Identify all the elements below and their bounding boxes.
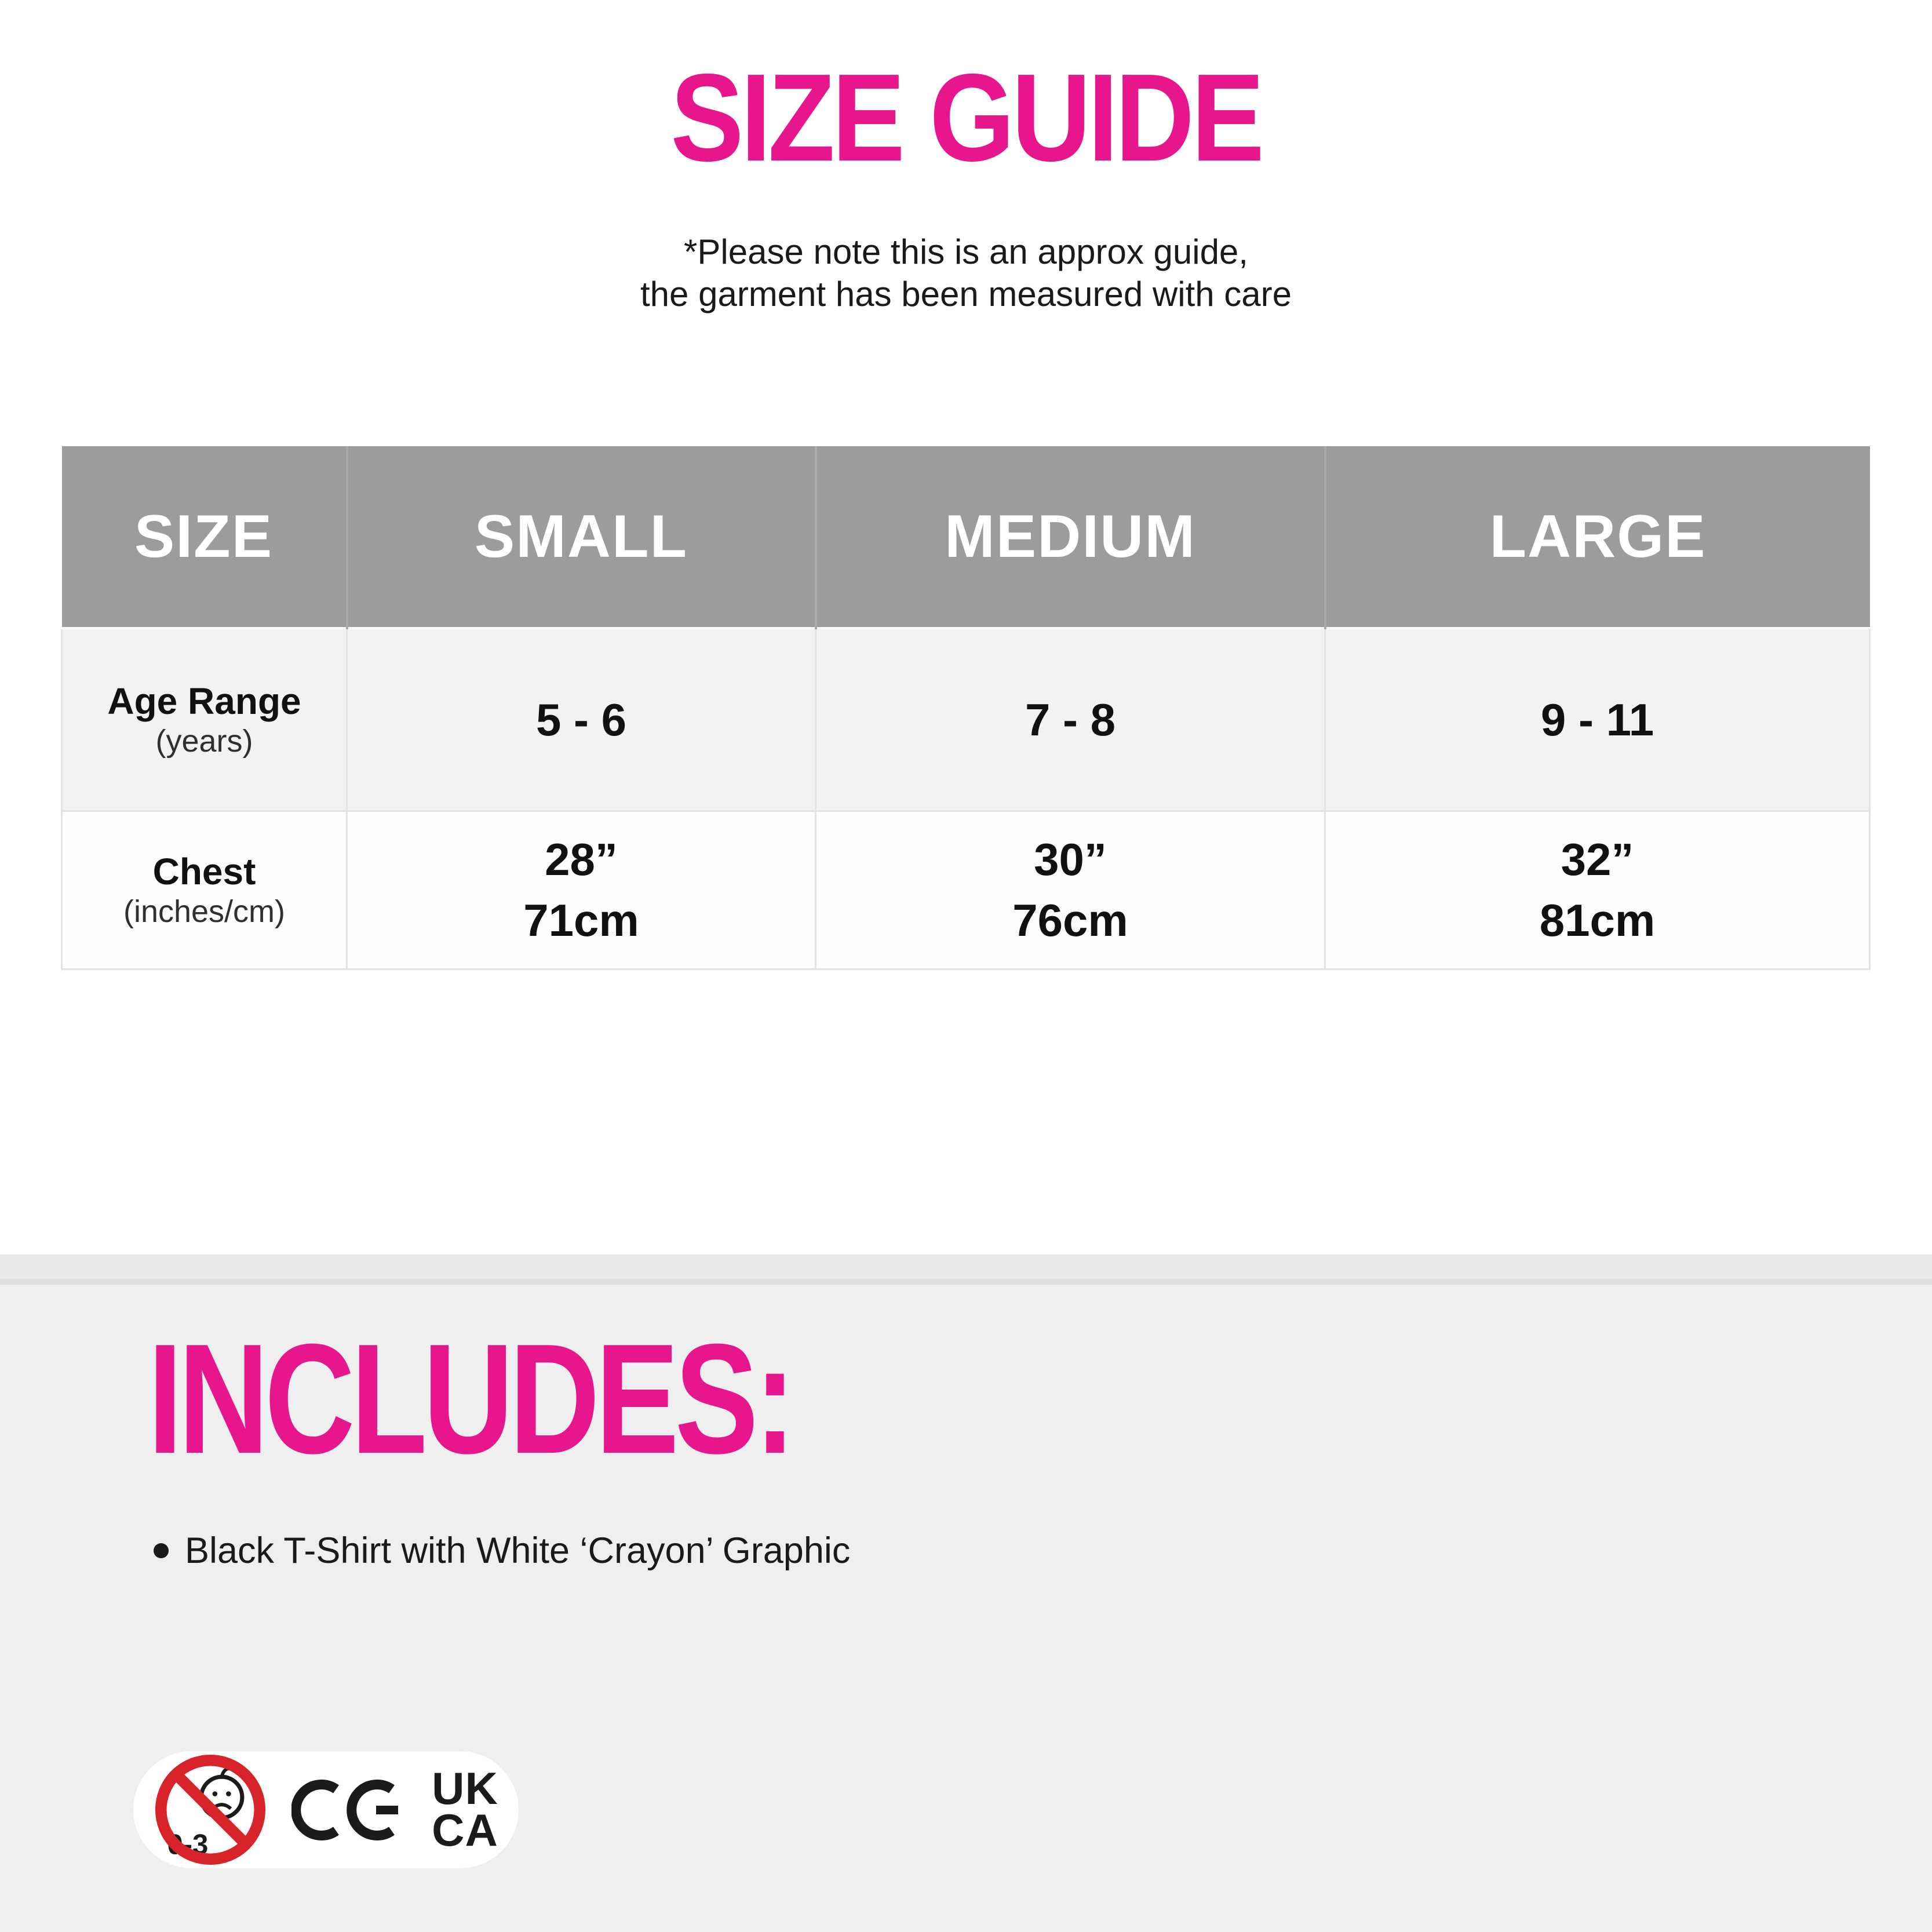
chest-small-cm: 71cm — [523, 895, 639, 946]
header-cell-large: LARGE — [1325, 446, 1870, 628]
ce-mark-icon — [291, 1780, 407, 1840]
header-cell-small: SMALL — [347, 446, 816, 628]
size-table — [61, 446, 1871, 970]
chest-large-cell — [1325, 811, 1870, 969]
svg-text:0-3: 0-3 — [167, 1829, 209, 1861]
chest-small-cell — [347, 811, 816, 969]
age-range-small-cell — [347, 628, 816, 811]
age-range-label-cell — [62, 628, 347, 811]
subtitle — [0, 231, 1932, 315]
ukca-mark-icon — [432, 1763, 498, 1856]
chest-medium-cm: 76cm — [1012, 895, 1128, 946]
chest-sublabel: (inches/cm) — [123, 894, 286, 929]
age-range-label: Age Range — [107, 680, 301, 723]
page-title: SIZE GUIDE — [670, 48, 1262, 187]
chest-small-inches: 28” — [545, 833, 618, 885]
age-range-large-cell — [1325, 628, 1870, 811]
chest-label-cell — [62, 811, 347, 969]
age-range-medium-cell — [816, 628, 1325, 811]
bullet-icon — [154, 1543, 169, 1558]
includes-list-item — [154, 1530, 850, 1572]
subtitle-line-2: the garment has been measured with care — [640, 275, 1292, 314]
section-divider-shadow — [0, 1279, 1932, 1285]
ukca-line-uk: UK — [432, 1763, 498, 1814]
chest-large-inches: 32” — [1561, 833, 1634, 885]
table-row-chest — [62, 811, 1870, 969]
table-row-age-range — [62, 628, 1870, 811]
header-cell-size: SIZE — [62, 446, 347, 628]
certification-badge-pill — [133, 1751, 519, 1868]
chest-medium-inches: 30” — [1034, 833, 1107, 885]
ukca-line-ca: CA — [432, 1805, 498, 1856]
includes-item-text: Black T-Shirt with White ‘Crayon’ Graphic — [185, 1530, 851, 1571]
table-header-row — [62, 446, 1870, 628]
age-range-medium: 7 - 8 — [1025, 694, 1116, 745]
subtitle-line-1: *Please note this is an approx guide, — [684, 232, 1248, 271]
chest-large-cm: 81cm — [1539, 895, 1656, 946]
chest-medium-cell — [816, 811, 1325, 969]
header-cell-medium: MEDIUM — [816, 446, 1325, 628]
includes-heading: INCLUDES: — [148, 1312, 792, 1486]
age-range-sublabel: (years) — [155, 723, 253, 759]
chest-label: Chest — [152, 851, 256, 893]
age-range-large: 9 - 11 — [1540, 694, 1654, 745]
age-warning-0-3-icon — [154, 1753, 267, 1867]
age-range-small: 5 - 6 — [535, 694, 627, 745]
section-divider-strip — [0, 1255, 1932, 1279]
